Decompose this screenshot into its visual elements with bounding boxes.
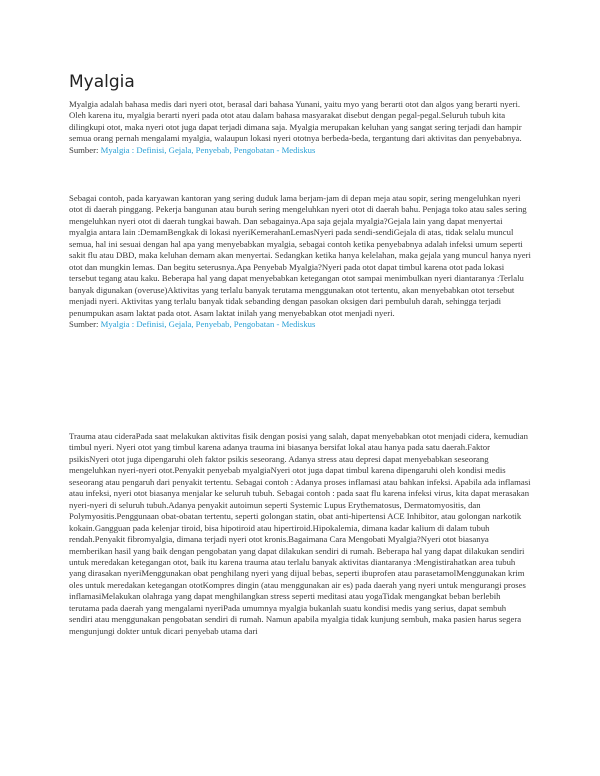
source-line <box>69 145 531 156</box>
page-title: Myalgia <box>69 72 135 92</box>
source-line <box>69 319 531 330</box>
section-2 <box>69 193 531 330</box>
source-link[interactable]: Myalgia : Definisi, Gejala, Penyebab, Pengobatan - Mediskus <box>100 144 316 155</box>
source-label: Sumber: <box>69 144 99 155</box>
paragraph-symptoms-causes: Sebagai contoh, pada karyawan kantoran yang sering duduk lama berjam-jam di depan meja atau sopir, sering mengeluhkan nyeri otot di daerah pinggang. Pekerja bangunan atau buruh sering mengeluhkan nyeri otot di daerah bahu. Penjaga toko atau sales sering mengeluhkan nyeri otot di daerah tungkai bawah. Dan sebagainya.Apa saja gejala myalgia?Gejala lain yang dapat menyertai myalgia antara lain :DemamBengkak di lokasi nyeriKemerahanLemasNyeri pada sendi-sendiGejala di atas, tidak selalu muncul semua, hal ini sesuai dengan hal apa yang menyebabkan myalgia, sebagai contoh ketika penyebabnya adalah infeksi umum seperti sakit flu atau DBD, maka keluhan demam akan menyertai. Sedangkan ketika hanya kelelahan, maka gejala yang muncul hanya nyeri otot dan mungkin lemas. Dan begitu seterusnya.Apa Penyebab Myalgia?Nyeri pada otot dapat timbul karena otot pada lokasi tersebut tegang atau kaku. Beberapa hal yang dapat menyebabkan ketegangan otot sampai menimbulkan nyeri diantaranya :Terlalu banyak digunakan (overuse)Aktivitas yang terlalu banyak terutama menggunakan otot tertentu, akan menyebabkan otot tersebut menjadi nyeri. Aktivitas yang terlalu banyak tidak sebanding dengan pasokan oksigen dari pembuluh darah, sehingga terjadi penumpukan asam laktat pada otot. Asam laktat inilah yang menyebabkan otot menjadi nyeri. <box>69 193 531 318</box>
source-link[interactable]: Myalgia : Definisi, Gejala, Penyebab, Pengobatan - Mediskus <box>100 318 316 329</box>
paragraph-definition: Myalgia adalah bahasa medis dari nyeri otot, berasal dari bahasa Yunani, yaitu myo yang berarti otot dan algos yang berarti nyeri. Oleh karena itu, myalgia berarti nyeri pada otot atau dalam bahasa masyarakat disebut dengan pegal-pegal.Seluruh tubuh kita dilingkupi otot, maka nyeri otot juga dapat terjadi dimana saja. Myalgia merupakan keluhan yang sangat sering terjadi dan hampir semua orang pernah mengalami myalgia, walaupun lokasi nyeri ototnya berbeda-beda, tergantung dari aktivitas dan penyebabnya. <box>69 99 522 144</box>
section-3 <box>69 431 531 637</box>
section-1 <box>69 99 531 156</box>
source-label: Sumber: <box>69 318 99 329</box>
paragraph-treatment: Trauma atau cideraPada saat melakukan aktivitas fisik dengan posisi yang salah, dapat menyebabkan otot menjadi cidera, kemudian timbul nyeri. Nyeri otot yang timbul karena adanya trauma ini biasanya bersifat lokal atau hanya pada satu daerah.Faktor psikisNyeri otot juga dipengaruhi oleh faktor psikis seseorang. Adanya stress atau depresi dapat menyebabkan seseorang mengeluhkan nyeri-nyeri otot.Penyakit penyebab myalgiaNyeri otot juga dapat timbul karena dipengaruhi oleh kondisi medis seseorang atau pengaruh dari penyakit tertentu. Sebagai contoh : Adanya proses inflamasi atau bahkan infeksi. Apabila ada inflamasi atau infeksi, nyeri otot biasanya menjalar ke seluruh tubuh. Sebagai contoh : pada saat flu karena infeksi virus, kita dapat merasakan nyeri-nyeri di seluruh tubuh.Adanya penyakit autoimun seperti Systemic Lupus Erythematosus, Dermatomyositis, dan Polymyositis.Penggunaan obat-obatan tertentu, seperti golongan statin, obat anti-hipertensi ACE Inhibitor, atau golongan narkotik kokain.Gangguan pada kelenjar tiroid, bisa hipotiroid atau hipertiroid.Hipokalemia, dimana kadar kalium di dalam tubuh rendah.Penyakit fibromyalgia, dimana terjadi nyeri otot kronis.Bagaimana Cara Mengobati Myalgia?Nyeri otot biasanya memberikan hasil yang baik dengan pengobatan yang dapat dilakukan sendiri di rumah. Beberapa hal yang dapat dilakukan sendiri untuk meredakan ketegangan otot, baik itu karena trauma atau terlalu banyak aktivitas diantaranya :Mengistirahatkan area tubuh yang dirasakan nyeriMenggunakan obat penghilang nyeri yang dijual bebas, seperti ibuprofen atau parasetamolMenggunakan krim oles untuk meredakan ketegangan ototKompres dingin (atau menggunakan air es) pada daerah yang nyeri untuk mengurangi proses inflamasiMelakukan olahraga yang dapat menghilangkan stress seperti meditasi atau yogaTidak mengangkat beban berlebih terutama pada daerah yang mengalami nyeriPada umumnya myalgia bukanlah suatu kondisi medis yang serius, dapat sembuh sendiri atau menggunakan pengobatan sendiri di rumah. Namun apabila myalgia tidak kunjung sembuh, maka pasien harus segera mengunjungi dokter untuk dicari penyebab utama dari <box>69 431 531 636</box>
